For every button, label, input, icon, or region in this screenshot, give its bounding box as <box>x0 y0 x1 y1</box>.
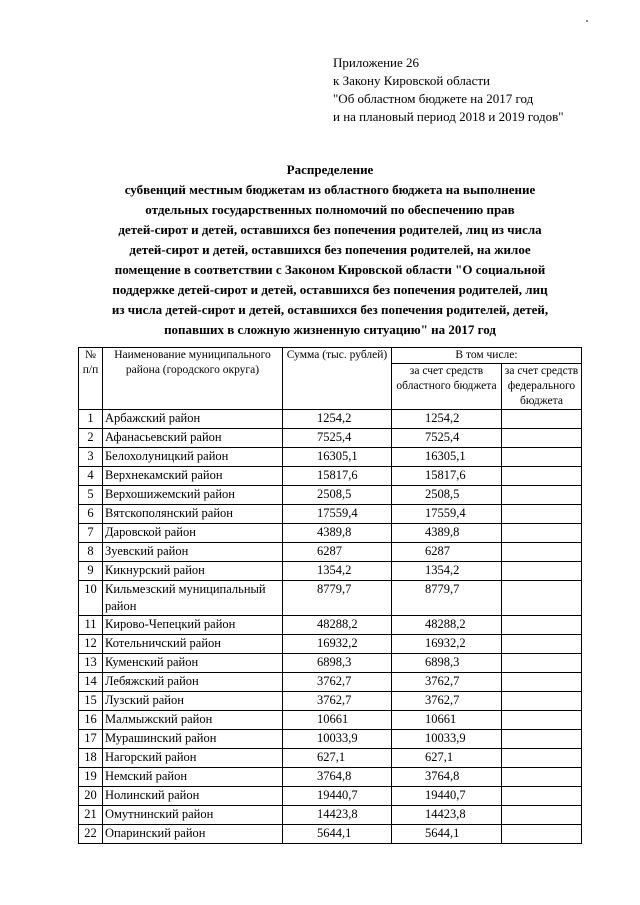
row-number: 1 <box>79 410 103 429</box>
district-name: Котельничский район <box>103 635 283 654</box>
district-name: Афанасьевский район <box>103 429 283 448</box>
distribution-table <box>78 347 582 844</box>
annex-line-2: к Закону Кировской области <box>333 73 490 88</box>
table-row <box>79 616 582 635</box>
row-sum: 48288,2 <box>283 616 392 635</box>
district-name: Нагорский район <box>103 749 283 768</box>
table-row <box>79 768 582 787</box>
row-number: 14 <box>79 673 103 692</box>
row-number: 6 <box>79 505 103 524</box>
row-number: 19 <box>79 768 103 787</box>
annex-line-1: Приложение 26 <box>333 55 420 70</box>
row-federal <box>502 562 582 581</box>
row-federal <box>502 825 582 844</box>
row-regional: 4389,8 <box>392 524 502 543</box>
district-name: Зуевский район <box>103 543 283 562</box>
table-row <box>79 410 582 429</box>
table-row <box>79 467 582 486</box>
row-federal <box>502 787 582 806</box>
row-sum: 3762,7 <box>283 673 392 692</box>
row-number: 5 <box>79 486 103 505</box>
table-row <box>79 581 582 616</box>
annex-header <box>333 54 564 126</box>
district-name: Белохолуницкий район <box>103 448 283 467</box>
district-name: Кирово-Чепецкий район <box>103 616 283 635</box>
table-row <box>79 806 582 825</box>
district-name: Омутнинский район <box>103 806 283 825</box>
district-name: Лебяжский район <box>103 673 283 692</box>
table-row <box>79 711 582 730</box>
scan-speck <box>586 20 588 22</box>
row-number: 11 <box>79 616 103 635</box>
table-row <box>79 730 582 749</box>
row-regional: 14423,8 <box>392 806 502 825</box>
district-name: Вятскополянский район <box>103 505 283 524</box>
row-federal <box>502 543 582 562</box>
row-sum: 15817,6 <box>283 467 392 486</box>
row-regional: 1354,2 <box>392 562 502 581</box>
row-sum: 14423,8 <box>283 806 392 825</box>
row-regional: 5644,1 <box>392 825 502 844</box>
title-line-5: детей-сирот и детей, оставшихся без попечения родителей, на жилое <box>129 242 531 257</box>
row-number: 8 <box>79 543 103 562</box>
title-line-2: субвенций местным бюджетам из областного бюджета на выполнение <box>124 182 536 197</box>
header-regional: за счет средств областного бюджета <box>392 364 502 410</box>
row-federal <box>502 467 582 486</box>
table-row <box>79 749 582 768</box>
row-sum: 10661 <box>283 711 392 730</box>
row-regional: 10033,9 <box>392 730 502 749</box>
table-row <box>79 562 582 581</box>
row-number: 20 <box>79 787 103 806</box>
row-sum: 3764,8 <box>283 768 392 787</box>
row-federal <box>502 730 582 749</box>
row-regional: 3762,7 <box>392 673 502 692</box>
row-federal <box>502 749 582 768</box>
header-num: № п/п <box>79 348 103 410</box>
title-line-9: попавших в сложную жизненную ситуацию" на 2017 год <box>164 322 496 337</box>
row-federal <box>502 616 582 635</box>
row-sum: 19440,7 <box>283 787 392 806</box>
row-federal <box>502 635 582 654</box>
annex-line-3: "Об областном бюджете на 2017 год <box>333 91 534 106</box>
table-row <box>79 429 582 448</box>
row-sum: 6898,3 <box>283 654 392 673</box>
district-name: Нолинский район <box>103 787 283 806</box>
row-number: 16 <box>79 711 103 730</box>
district-name: Опаринский район <box>103 825 283 844</box>
row-number: 10 <box>79 581 103 616</box>
district-name: Малмыжский район <box>103 711 283 730</box>
row-federal <box>502 429 582 448</box>
district-name: Верхошижемский район <box>103 486 283 505</box>
row-federal <box>502 505 582 524</box>
header-including: В том числе: <box>392 348 582 364</box>
row-regional: 10661 <box>392 711 502 730</box>
district-name: Куменский район <box>103 654 283 673</box>
row-federal <box>502 581 582 616</box>
district-name: Кильмезский муниципальный район <box>103 581 283 616</box>
district-name: Немский район <box>103 768 283 787</box>
row-number: 4 <box>79 467 103 486</box>
table-row <box>79 654 582 673</box>
row-regional: 6898,3 <box>392 654 502 673</box>
document-title <box>60 160 600 340</box>
row-federal <box>502 806 582 825</box>
row-federal <box>502 524 582 543</box>
row-federal <box>502 673 582 692</box>
row-regional: 627,1 <box>392 749 502 768</box>
title-line-8: из числа детей-сирот и детей, оставшихся без попечения родителей, детей, <box>111 302 549 317</box>
row-regional: 1254,2 <box>392 410 502 429</box>
row-regional: 16932,2 <box>392 635 502 654</box>
row-sum: 4389,8 <box>283 524 392 543</box>
row-federal <box>502 448 582 467</box>
row-federal <box>502 692 582 711</box>
table-row <box>79 673 582 692</box>
row-sum: 627,1 <box>283 749 392 768</box>
row-sum: 3762,7 <box>283 692 392 711</box>
title-line-6: помещение в соответствии с Законом Кировской области "О социальной <box>114 262 546 277</box>
row-regional: 2508,5 <box>392 486 502 505</box>
row-number: 18 <box>79 749 103 768</box>
row-sum: 6287 <box>283 543 392 562</box>
row-sum: 2508,5 <box>283 486 392 505</box>
row-federal <box>502 711 582 730</box>
table-row <box>79 787 582 806</box>
table-row <box>79 825 582 844</box>
district-name: Арбажский район <box>103 410 283 429</box>
row-regional: 3762,7 <box>392 692 502 711</box>
row-regional: 3764,8 <box>392 768 502 787</box>
row-federal <box>502 654 582 673</box>
district-name: Лузский район <box>103 692 283 711</box>
row-sum: 16305,1 <box>283 448 392 467</box>
row-number: 9 <box>79 562 103 581</box>
table-body <box>79 410 582 844</box>
row-sum: 1354,2 <box>283 562 392 581</box>
title-line-7: поддержке детей-сирот и детей, оставшихся без попечения родителей, лиц <box>112 282 548 297</box>
table-row <box>79 635 582 654</box>
table-row <box>79 692 582 711</box>
row-regional: 19440,7 <box>392 787 502 806</box>
district-name: Верхнекамский район <box>103 467 283 486</box>
row-number: 13 <box>79 654 103 673</box>
row-regional: 48288,2 <box>392 616 502 635</box>
row-regional: 6287 <box>392 543 502 562</box>
row-number: 12 <box>79 635 103 654</box>
row-federal <box>502 768 582 787</box>
row-regional: 15817,6 <box>392 467 502 486</box>
row-regional: 7525,4 <box>392 429 502 448</box>
table-row <box>79 448 582 467</box>
row-sum: 17559,4 <box>283 505 392 524</box>
district-name: Кикнурский район <box>103 562 283 581</box>
row-sum: 10033,9 <box>283 730 392 749</box>
row-number: 2 <box>79 429 103 448</box>
title-line-3: отдельных государственных полномочий по обеспечению прав <box>145 202 515 217</box>
header-sum: Сумма (тыс. рублей) <box>283 348 392 410</box>
title-line-1: Распределение <box>286 162 374 177</box>
district-name: Даровской район <box>103 524 283 543</box>
row-sum: 5644,1 <box>283 825 392 844</box>
table-row <box>79 505 582 524</box>
table-row <box>79 524 582 543</box>
header-federal: за счет средств федерального бюджета <box>502 364 582 410</box>
row-number: 15 <box>79 692 103 711</box>
row-number: 7 <box>79 524 103 543</box>
row-federal <box>502 486 582 505</box>
district-name: Мурашинский район <box>103 730 283 749</box>
row-sum: 1254,2 <box>283 410 392 429</box>
row-regional: 16305,1 <box>392 448 502 467</box>
annex-line-4: и на плановый период 2018 и 2019 годов" <box>333 109 564 124</box>
row-sum: 16932,2 <box>283 635 392 654</box>
title-line-4: детей-сирот и детей, оставшихся без попечения родителей, лиц из числа <box>118 222 542 237</box>
row-number: 21 <box>79 806 103 825</box>
table-row <box>79 486 582 505</box>
row-federal <box>502 410 582 429</box>
row-number: 22 <box>79 825 103 844</box>
row-number: 17 <box>79 730 103 749</box>
row-sum: 8779,7 <box>283 581 392 616</box>
row-sum: 7525,4 <box>283 429 392 448</box>
row-regional: 8779,7 <box>392 581 502 616</box>
table-row <box>79 543 582 562</box>
header-name: Наименование муниципального района (городского округа) <box>103 348 283 410</box>
row-number: 3 <box>79 448 103 467</box>
row-regional: 17559,4 <box>392 505 502 524</box>
